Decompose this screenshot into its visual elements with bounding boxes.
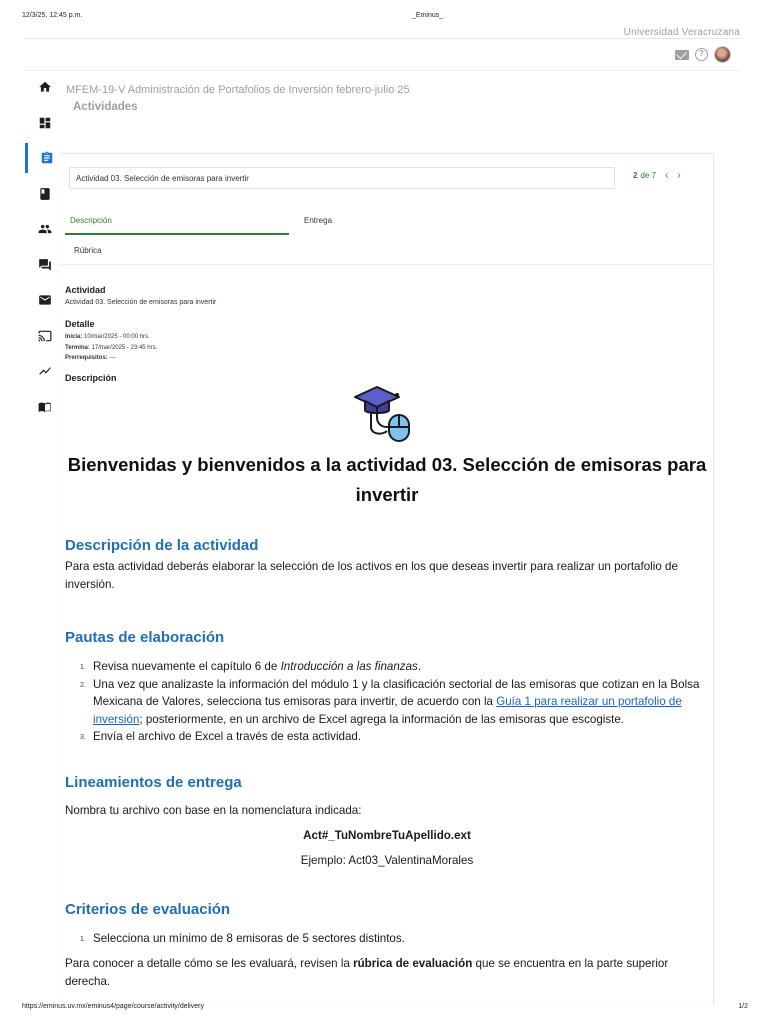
mail-icon — [38, 293, 52, 307]
dashboard-icon — [38, 116, 52, 130]
inicia-value: 10/mar/2025 - 00:00 hrs. — [84, 334, 150, 340]
main-title: Bienvenidas y bienvenidos a la actividad 03. Selección de emisoras para invertir — [67, 454, 707, 505]
help-icon[interactable]: ? — [695, 48, 708, 61]
sidebar-item-home[interactable] — [25, 72, 65, 102]
activity-pager — [633, 170, 681, 181]
guia-link[interactable]: Guía 1 para realizar un portafolio de inversión — [93, 695, 682, 726]
book-icon — [38, 187, 52, 201]
sidebar-item-cast[interactable] — [25, 321, 65, 351]
activity-selector[interactable]: Actividad 03. Selección de emisoras para invertir — [69, 167, 615, 189]
termina-value: 17/mar/2025 - 23:45 hrs. — [91, 345, 158, 351]
home-icon — [38, 80, 52, 94]
prereq-row — [65, 355, 115, 361]
print-title: _Eminus_ — [412, 12, 444, 19]
activity-card — [60, 153, 714, 1005]
avatar[interactable] — [714, 46, 731, 63]
chevron-left-icon[interactable]: ‹ — [665, 170, 669, 181]
graduation-cap-mouse-icon — [353, 383, 417, 445]
pauta-2-end: ; posteriormente, en un archivo de Excel agrega la información de las emisoras que escogiste. — [139, 712, 625, 726]
pauta-3-text: Envía el archivo de Excel a través de esta actividad. — [93, 730, 362, 743]
prereq-value: --- — [109, 355, 116, 361]
tab-divider — [60, 264, 714, 265]
actividad-value: Actividad 03. Selección de emisoras para invertir — [65, 299, 217, 306]
pautas-list — [80, 658, 705, 746]
pager-total: de 7 — [640, 171, 657, 180]
inicia-label: Inicia: — [65, 334, 83, 340]
termina-row — [65, 345, 157, 351]
sidebar-item-dashboard[interactable] — [25, 108, 65, 138]
forum-icon — [38, 258, 52, 272]
pauta-2-text: Una vez que analizaste la información del módulo 1 y la clasificación sectorial de las emisoras que cotizan en la Bolsa Mexicana de Valores, selecciona tus emisoras para invertir, de acuerdo con la — [93, 677, 700, 708]
library-icon — [38, 400, 52, 414]
actividad-label: Actividad — [65, 285, 106, 295]
prereq-label: Prerrequisitos: — [65, 355, 108, 361]
tab-active-indicator — [65, 233, 289, 235]
termina-label: Termina: — [65, 345, 90, 351]
trending-icon — [38, 364, 52, 378]
print-url: https://eminus.uv.mx/eminus4/page/course/activity/delivery — [22, 1003, 204, 1010]
pautas-heading: Pautas de elaboración — [65, 629, 225, 646]
topbar-actions — [675, 46, 731, 63]
tab-entrega[interactable]: Entrega — [304, 216, 333, 225]
filename-example: Ejemplo: Act03_ValentinaMorales — [300, 854, 474, 867]
inicia-row — [65, 334, 150, 340]
list-item — [80, 676, 705, 729]
sidebar-item-book[interactable] — [25, 179, 65, 209]
final-note-a: Para conocer a detalle cómo se les evaluará, revisen la — [65, 957, 354, 970]
list-number: 1. — [80, 936, 86, 943]
list-number: 3. — [80, 734, 86, 741]
criterio-1-text: Selecciona un mínimo de 8 emisoras de 5 sectores distintos. — [93, 932, 405, 945]
tab-rubrica[interactable]: Rúbrica — [74, 246, 102, 255]
people-icon — [38, 222, 52, 236]
sidebar-item-library[interactable] — [25, 392, 65, 422]
list-item — [80, 930, 705, 948]
pager-current: 2 — [633, 171, 638, 180]
final-note — [65, 955, 705, 990]
list-number: 1. — [80, 664, 86, 671]
section-title: Actividades — [73, 101, 138, 113]
detalle-label: Detalle — [65, 319, 95, 329]
lineamientos-heading: Lineamientos de entrega — [65, 774, 242, 791]
criterios-list — [80, 930, 705, 948]
list-number: 2. — [80, 681, 86, 689]
chevron-right-icon[interactable]: › — [677, 170, 681, 181]
desc-heading: Descripción de la actividad — [65, 537, 259, 554]
activities-icon — [40, 151, 54, 165]
mail-icon[interactable] — [675, 50, 689, 60]
rubrica-emphasis: rúbrica de evaluación — [353, 957, 473, 970]
course-title: MFEM-19-V Administración de Portafolios de Inversión febrero-julio 25 — [66, 84, 410, 96]
pauta-1-book: Introducción a las finanzas — [280, 660, 418, 673]
sidebar-item-forum[interactable] — [25, 250, 65, 280]
sidebar-item-trending[interactable] — [25, 356, 65, 386]
print-page-number: 1/2 — [738, 1003, 748, 1010]
pauta-1-end: . — [417, 660, 422, 673]
lineamientos-text: Nombra tu archivo con base en la nomenclatura indicada: — [65, 804, 362, 817]
sidebar-item-activities[interactable] — [25, 143, 65, 173]
descripcion-label: Descripción — [65, 373, 117, 383]
sidebar-item-people[interactable] — [25, 214, 65, 244]
list-item — [80, 658, 705, 676]
print-date: 12/3/25, 12:45 p.m. — [22, 12, 83, 19]
criterios-heading: Criterios de evaluación — [65, 901, 231, 918]
list-item — [80, 728, 705, 746]
sidebar-item-mail[interactable] — [25, 285, 65, 315]
cast-icon — [38, 329, 52, 343]
desc-text: Para esta actividad deberás elaborar la selección de los activos en los que deseas invertir para realizar un portafolio de inversión. — [65, 560, 678, 591]
tab-descripcion[interactable]: Descripción — [70, 216, 112, 225]
pauta-1-text: Revisa nuevamente el capítulo 6 de — [93, 660, 281, 673]
filename-format: Act#_TuNombreTuApellido.ext — [303, 829, 471, 842]
top-bar — [25, 38, 741, 71]
university-name: Universidad Veracruzana — [623, 27, 740, 38]
final-note-c: que se encuentra en la parte superior derecha. — [65, 957, 669, 988]
